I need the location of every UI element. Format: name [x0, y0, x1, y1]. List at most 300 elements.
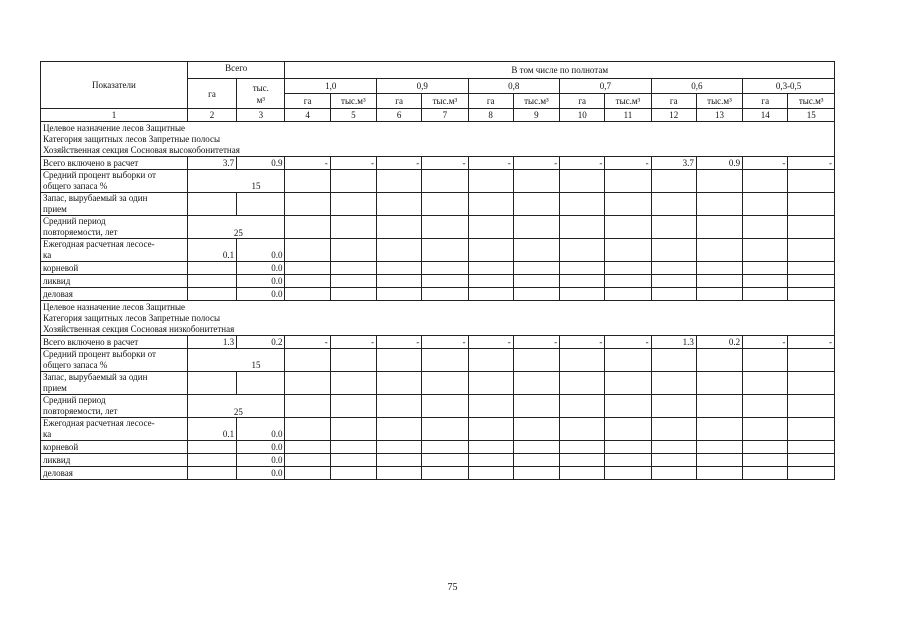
period-row: [41, 395, 835, 418]
empty-cell: [330, 372, 376, 395]
business-m3: 0.0: [237, 467, 285, 480]
period-value: [187, 395, 285, 418]
root-m3: 0.0: [237, 262, 285, 275]
empty-cell: [468, 193, 513, 216]
empty-cell: [651, 262, 696, 275]
empty-cell: [422, 170, 468, 193]
empty-cell: [743, 288, 788, 301]
empty-cell: [187, 193, 236, 216]
empty-cell: [285, 467, 330, 480]
empty-cell: [788, 467, 835, 480]
column-number: 1: [41, 109, 188, 122]
empty-cell: [560, 239, 605, 262]
empty-cell: [605, 288, 651, 301]
empty-cell: [743, 395, 788, 418]
annual-cut-row: [41, 418, 835, 441]
business-row: [41, 288, 835, 301]
category-text: Категория защитных лесов Запретные полосы: [43, 134, 220, 144]
empty-cell: [513, 349, 559, 372]
empty-cell: [605, 441, 651, 454]
empty-cell: [422, 216, 468, 239]
header-ha: га: [743, 94, 788, 109]
section-heading-row: [41, 122, 835, 157]
empty-cell: [285, 288, 330, 301]
empty-cell: [468, 170, 513, 193]
total-value: -: [285, 336, 330, 349]
empty-cell: [285, 349, 330, 372]
row-label: [41, 395, 188, 418]
empty-cell: [788, 216, 835, 239]
empty-cell: [605, 395, 651, 418]
column-number: 14: [743, 109, 788, 122]
column-number: 3: [237, 109, 285, 122]
avg-pct-label-line2: общего запаса %: [43, 181, 108, 191]
purpose-text: Целевое назначение лесов Защитные: [43, 123, 185, 133]
annual-m3: 0.0: [237, 418, 285, 441]
empty-cell: [788, 288, 835, 301]
empty-cell: [513, 467, 559, 480]
total-value: -: [377, 336, 422, 349]
empty-cell: [605, 467, 651, 480]
empty-cell: [560, 454, 605, 467]
avg-percent-value: [187, 170, 285, 193]
empty-cell: [651, 216, 696, 239]
stock-label-line2: прием: [43, 204, 67, 214]
empty-cell: [560, 441, 605, 454]
business-row: [41, 467, 835, 480]
empty-cell: [377, 349, 422, 372]
empty-cell: [422, 262, 468, 275]
section-heading: [41, 301, 835, 336]
empty-cell: [743, 418, 788, 441]
empty-cell: [468, 239, 513, 262]
annual-m3: 0.0: [237, 239, 285, 262]
total-value: -: [330, 336, 376, 349]
empty-cell: [513, 170, 559, 193]
period-label-line1: Средний период: [43, 216, 106, 226]
liquid-m3: 0.0: [237, 275, 285, 288]
empty-cell: [330, 239, 376, 262]
period-number: 25: [233, 407, 243, 417]
avg-percent-value: [187, 349, 285, 372]
empty-cell: [422, 239, 468, 262]
annual-label-line2: ка: [43, 250, 52, 260]
section-heading: [41, 122, 835, 157]
empty-cell: [468, 395, 513, 418]
row-label: ликвид: [41, 275, 188, 288]
empty-cell: [330, 467, 376, 480]
empty-cell: [285, 170, 330, 193]
empty-cell: [560, 216, 605, 239]
total-value: -: [513, 336, 559, 349]
empty-cell: [696, 216, 742, 239]
empty-cell: [468, 216, 513, 239]
period-value: [187, 216, 285, 239]
total-value: -: [468, 157, 513, 170]
total-value: -: [468, 336, 513, 349]
row-label: [41, 349, 188, 372]
empty-cell: [696, 239, 742, 262]
column-number: 11: [605, 109, 651, 122]
empty-cell: [187, 275, 236, 288]
empty-cell: [285, 441, 330, 454]
empty-cell: [651, 239, 696, 262]
stock-label-line2: прием: [43, 383, 67, 393]
avg-percent-number: 15: [251, 360, 261, 370]
empty-cell: [560, 418, 605, 441]
empty-cell: [330, 349, 376, 372]
period-label-line2: повторяемости, лет: [43, 406, 118, 416]
empty-cell: [743, 193, 788, 216]
empty-cell: [788, 395, 835, 418]
empty-cell: [187, 262, 236, 275]
empty-cell: [743, 239, 788, 262]
column-number-row: [41, 109, 835, 122]
empty-cell: [513, 262, 559, 275]
empty-cell: [422, 395, 468, 418]
column-number: 13: [696, 109, 742, 122]
total-value: 0.9: [696, 157, 742, 170]
total-value: -: [330, 157, 376, 170]
total-value: 0.9: [237, 157, 285, 170]
empty-cell: [560, 467, 605, 480]
annual-cut-row: [41, 239, 835, 262]
row-label: [41, 170, 188, 193]
empty-cell: [468, 467, 513, 480]
empty-cell: [187, 467, 236, 480]
empty-cell: [468, 288, 513, 301]
row-label: [41, 239, 188, 262]
empty-cell: [422, 454, 468, 467]
row-label: Всего включено в расчет: [41, 157, 188, 170]
purpose-text: Целевое назначение лесов Защитные: [43, 302, 185, 312]
avg-percent-row: [41, 170, 835, 193]
total-value: 0.2: [237, 336, 285, 349]
row-label: Всего включено в расчет: [41, 336, 188, 349]
column-number: 8: [468, 109, 513, 122]
total-value: -: [285, 157, 330, 170]
avg-percent-row: [41, 349, 835, 372]
section-text: Хозяйственная секция Сосновая высокобонитетная: [43, 145, 240, 155]
empty-cell: [468, 454, 513, 467]
empty-cell: [330, 275, 376, 288]
empty-cell: [788, 454, 835, 467]
empty-cell: [605, 349, 651, 372]
empty-cell: [651, 395, 696, 418]
empty-cell: [560, 275, 605, 288]
liquid-m3: 0.0: [237, 454, 285, 467]
empty-cell: [377, 239, 422, 262]
empty-cell: [377, 262, 422, 275]
header-density-4: 0,7: [560, 79, 652, 94]
empty-cell: [696, 467, 742, 480]
header-m3: тыс.м³: [696, 94, 742, 109]
empty-cell: [285, 275, 330, 288]
empty-cell: [330, 288, 376, 301]
empty-cell: [560, 395, 605, 418]
empty-cell: [187, 288, 236, 301]
empty-cell: [788, 193, 835, 216]
empty-cell: [285, 239, 330, 262]
empty-cell: [651, 288, 696, 301]
empty-cell: [422, 288, 468, 301]
empty-cell: [651, 170, 696, 193]
header-indicators: Показатели: [41, 62, 188, 109]
row-label: корневой: [41, 262, 188, 275]
empty-cell: [285, 418, 330, 441]
annual-ha: 0.1: [187, 239, 236, 262]
total-row: [41, 157, 835, 170]
empty-cell: [422, 372, 468, 395]
empty-cell: [377, 288, 422, 301]
empty-cell: [788, 275, 835, 288]
header-total-ha: га: [187, 79, 236, 109]
empty-cell: [651, 467, 696, 480]
empty-cell: [468, 349, 513, 372]
empty-cell: [377, 193, 422, 216]
header-ha: га: [285, 94, 330, 109]
header-total-m3-line2: м³: [256, 94, 266, 105]
empty-cell: [605, 262, 651, 275]
empty-cell: [788, 170, 835, 193]
row-label: ликвид: [41, 454, 188, 467]
annual-ha: 0.1: [187, 418, 236, 441]
empty-cell: [743, 349, 788, 372]
header-m3: тыс.м³: [513, 94, 559, 109]
empty-cell: [377, 395, 422, 418]
header-including: В том числе по полнотам: [285, 62, 835, 79]
total-row: [41, 336, 835, 349]
empty-cell: [422, 349, 468, 372]
empty-cell: [743, 454, 788, 467]
liquid-row: [41, 275, 835, 288]
empty-cell: [513, 441, 559, 454]
empty-cell: [560, 262, 605, 275]
total-value: 1.3: [651, 336, 696, 349]
empty-cell: [377, 372, 422, 395]
empty-cell: [187, 372, 236, 395]
empty-cell: [513, 275, 559, 288]
root-row: [41, 441, 835, 454]
row-label: [41, 418, 188, 441]
empty-cell: [788, 349, 835, 372]
period-row: [41, 216, 835, 239]
total-value: -: [422, 336, 468, 349]
empty-cell: [788, 372, 835, 395]
empty-cell: [651, 193, 696, 216]
total-value: -: [513, 157, 559, 170]
column-number: 7: [422, 109, 468, 122]
column-number: 10: [560, 109, 605, 122]
header-density-6: 0,3-0,5: [743, 79, 835, 94]
empty-cell: [560, 193, 605, 216]
column-number: 9: [513, 109, 559, 122]
empty-cell: [422, 418, 468, 441]
empty-cell: [696, 418, 742, 441]
empty-cell: [513, 372, 559, 395]
row-label: деловая: [41, 467, 188, 480]
column-number: 15: [788, 109, 835, 122]
total-value: -: [788, 157, 835, 170]
empty-cell: [285, 216, 330, 239]
empty-cell: [605, 216, 651, 239]
root-row: [41, 262, 835, 275]
empty-cell: [377, 441, 422, 454]
cutting-area-table: [40, 61, 835, 480]
stock-label-line1: Запас, вырубаемый за один: [43, 372, 148, 382]
empty-cell: [651, 372, 696, 395]
empty-cell: [651, 418, 696, 441]
avg-percent-number: 15: [251, 181, 261, 191]
total-value: -: [377, 157, 422, 170]
total-value: -: [788, 336, 835, 349]
empty-cell: [422, 467, 468, 480]
empty-cell: [605, 170, 651, 193]
row-label: [41, 216, 188, 239]
empty-cell: [330, 170, 376, 193]
period-label-line2: повторяемости, лет: [43, 227, 118, 237]
empty-cell: [696, 441, 742, 454]
empty-cell: [696, 288, 742, 301]
header-density-3: 0,8: [468, 79, 560, 94]
empty-cell: [513, 454, 559, 467]
empty-cell: [377, 418, 422, 441]
total-value: -: [422, 157, 468, 170]
header-m3: тыс.м³: [788, 94, 835, 109]
total-value: -: [743, 336, 788, 349]
header-total: Всего: [187, 62, 285, 79]
empty-cell: [468, 262, 513, 275]
empty-cell: [187, 454, 236, 467]
empty-cell: [605, 275, 651, 288]
empty-cell: [788, 239, 835, 262]
page-number: 75: [447, 582, 458, 593]
header-ha: га: [468, 94, 513, 109]
empty-cell: [285, 454, 330, 467]
column-number: 6: [377, 109, 422, 122]
empty-cell: [422, 193, 468, 216]
header-total-m3-line1: тыс.: [252, 82, 269, 93]
empty-cell: [560, 372, 605, 395]
empty-cell: [743, 441, 788, 454]
empty-cell: [513, 288, 559, 301]
empty-cell: [605, 193, 651, 216]
empty-cell: [377, 467, 422, 480]
total-value: 3.7: [651, 157, 696, 170]
empty-cell: [651, 349, 696, 372]
empty-cell: [330, 262, 376, 275]
empty-cell: [513, 193, 559, 216]
empty-cell: [330, 193, 376, 216]
empty-cell: [330, 441, 376, 454]
empty-cell: [513, 216, 559, 239]
empty-cell: [377, 170, 422, 193]
avg-pct-label-line1: Средний процент выборки от: [43, 349, 156, 359]
empty-cell: [696, 372, 742, 395]
header-m3: тыс.м³: [605, 94, 651, 109]
empty-cell: [743, 372, 788, 395]
empty-cell: [187, 441, 236, 454]
annual-label-line2: ка: [43, 429, 52, 439]
period-label-line1: Средний период: [43, 395, 106, 405]
stock-row: [41, 372, 835, 395]
column-number: 4: [285, 109, 330, 122]
section-text: Хозяйственная секция Сосновая низкобонитетная: [43, 324, 235, 334]
empty-cell: [696, 454, 742, 467]
empty-cell: [696, 395, 742, 418]
empty-cell: [285, 372, 330, 395]
header-total-m3: [237, 79, 285, 109]
avg-pct-label-line2: общего запаса %: [43, 360, 108, 370]
total-value: 3.7: [187, 157, 236, 170]
empty-cell: [468, 372, 513, 395]
empty-cell: [605, 372, 651, 395]
empty-cell: [377, 275, 422, 288]
empty-cell: [422, 275, 468, 288]
empty-cell: [743, 275, 788, 288]
empty-cell: [743, 467, 788, 480]
empty-cell: [696, 262, 742, 275]
empty-cell: [513, 239, 559, 262]
annual-label-line1: Ежегодная расчетная лесосе-: [43, 418, 155, 428]
column-number: 5: [330, 109, 376, 122]
total-value: 0.2: [696, 336, 742, 349]
empty-cell: [330, 454, 376, 467]
empty-cell: [651, 454, 696, 467]
empty-cell: [468, 418, 513, 441]
total-value: -: [605, 157, 651, 170]
empty-cell: [422, 441, 468, 454]
empty-cell: [468, 441, 513, 454]
empty-cell: [696, 349, 742, 372]
stock-label-line1: Запас, вырубаемый за один: [43, 193, 148, 203]
category-text: Категория защитных лесов Запретные полосы: [43, 313, 220, 323]
header-density-5: 0,6: [651, 79, 743, 94]
empty-cell: [560, 349, 605, 372]
liquid-row: [41, 454, 835, 467]
total-value: -: [605, 336, 651, 349]
empty-cell: [513, 395, 559, 418]
total-value: -: [743, 157, 788, 170]
section-heading-row: [41, 301, 835, 336]
row-label: [41, 193, 188, 216]
empty-cell: [788, 441, 835, 454]
header-m3: тыс.м³: [422, 94, 468, 109]
period-number: 25: [233, 228, 243, 238]
empty-cell: [237, 372, 285, 395]
empty-cell: [651, 275, 696, 288]
empty-cell: [743, 262, 788, 275]
empty-cell: [696, 193, 742, 216]
empty-cell: [285, 193, 330, 216]
empty-cell: [377, 454, 422, 467]
stock-row: [41, 193, 835, 216]
header-m3: тыс.м³: [330, 94, 376, 109]
empty-cell: [605, 418, 651, 441]
empty-cell: [468, 275, 513, 288]
empty-cell: [560, 288, 605, 301]
header-ha: га: [560, 94, 605, 109]
empty-cell: [651, 441, 696, 454]
row-label: [41, 372, 188, 395]
empty-cell: [330, 418, 376, 441]
header-density-2: 0,9: [377, 79, 469, 94]
total-value: -: [560, 336, 605, 349]
empty-cell: [743, 216, 788, 239]
header-ha: га: [651, 94, 696, 109]
avg-pct-label-line1: Средний процент выборки от: [43, 170, 156, 180]
row-label: корневой: [41, 441, 188, 454]
